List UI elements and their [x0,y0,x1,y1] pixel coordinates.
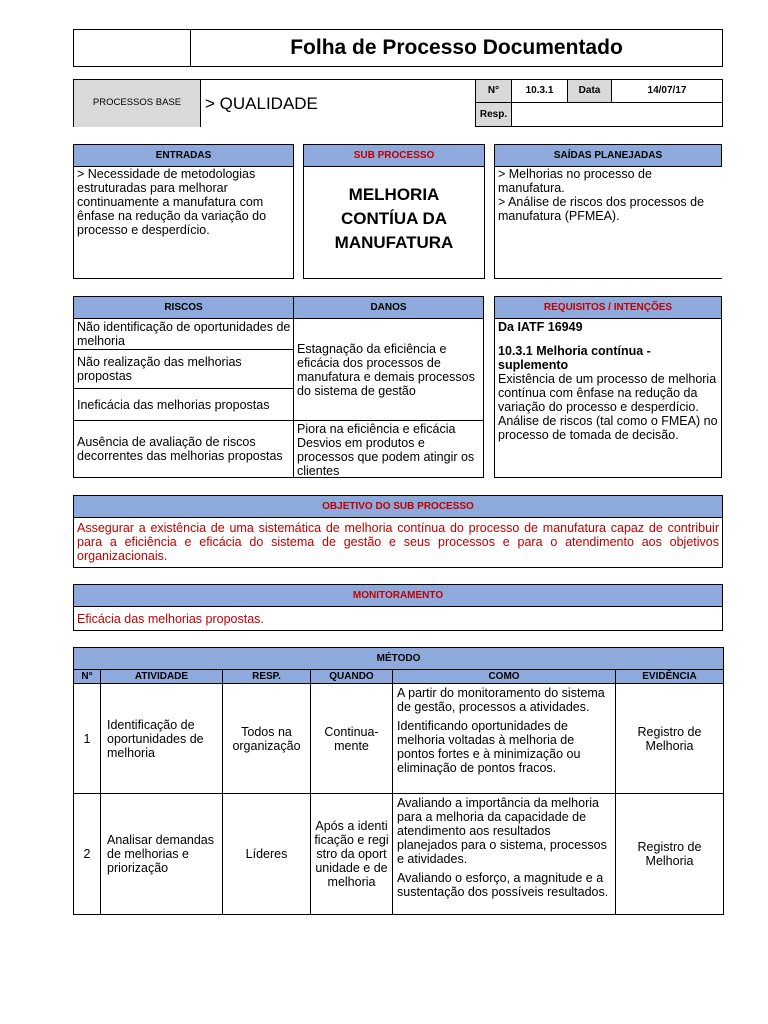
entradas-text: > Necessidade de metodologias estruturadas para melhorar continuamente a manufatura com ênfase na redução da variação do processo e desperdício. [77,167,267,237]
saidas-item-2: > Análise de riscos dos processos de manufatura (PFMEA). [498,195,705,223]
danos-text-2b: Desvios em produtos e processos que podem atingir os clientes [297,436,475,478]
sub-processo-line1: MELHORIA [348,185,440,204]
danos-header: DANOS [294,297,483,319]
row-2-evidencia: Registro de Melhoria [616,794,724,915]
requisitos-content [498,320,720,442]
monitoramento-box [73,584,723,631]
row-2-como-2: Avaliando o esforço, a magnitude e a sustentação dos possíveis resultados. [397,871,609,899]
metodo-section [73,647,723,915]
entradas-header: ENTRADAS [74,145,293,167]
table-row [74,684,724,794]
row-1-quando: Continua-mente [311,684,393,794]
number-label: N° [475,79,512,103]
saidas-text [498,167,720,223]
process-bar [73,79,723,128]
date-value: 14/07/17 [611,79,723,103]
risco-item-2: Não realização das melhorias propostas [77,355,242,383]
page-title: Folha de Processo Documentado [290,36,623,60]
col-header-quando: QUANDO [311,670,393,684]
risco-item-1: Não identificação de oportunidades de melhoria [77,320,291,348]
row-1-resp: Todos na organização [223,684,311,794]
riscos-danos-box [73,296,484,478]
col-header-como: COMO [393,670,616,684]
saidas-box [494,144,722,279]
row-2-resp: Líderes [223,794,311,915]
requisitos-text-1: Existência de um processo de melhoria contínua com ênfase na redução da variação do processo e desperdício. [498,372,717,414]
danos-text-2a: Piora na eficiência e eficácia [297,422,456,436]
risco-item-4: Ausência de avaliação de riscos decorrentes das melhorias propostas [77,435,283,463]
process-base-label: PROCESSOS BASE [73,79,200,127]
row-2-atividade: Analisar demandas de melhorias e priorização [101,794,223,915]
entradas-box [73,144,294,279]
row-1-atividade: Identificação de oportunidades de melhoria [101,684,223,794]
row-1-como-2: Identificando oportunidades de melhoria voltadas à melhoria de pontos fortes e à minimização ou eliminação de pontos fracos. [397,719,581,775]
row-1-como [393,684,616,794]
monitoramento-header: MONITORAMENTO [74,585,722,607]
sub-processo-line3: MANUFATURA [334,233,454,252]
resp-value [511,102,723,127]
metodo-table [73,647,724,915]
table-row [74,794,724,915]
requisitos-box [494,296,722,478]
sub-processo-box [303,144,485,279]
saidas-header: SAÍDAS PLANEJADAS [495,145,722,167]
row-1-evidencia: Registro de Melhoria [616,684,724,794]
requisitos-standard: Da IATF 16949 [498,320,583,334]
row-2-num: 2 [74,794,101,915]
requisitos-clause: 10.3.1 Melhoria contínua - suplemento [498,344,651,372]
sub-processo-line2: CONTÍUA DA [340,209,448,228]
col-header-evidencia: EVIDÊNCIA [616,670,724,684]
objetivo-header: OBJETIVO DO SUB PROCESSO [74,496,722,518]
date-label: Data [567,79,612,103]
sub-processo-title [304,183,484,255]
danos-text-2 [297,422,480,478]
number-value: 10.3.1 [511,79,568,103]
saidas-item-1: > Melhorias no processo de manufatura. [498,167,652,195]
row-1-como-1: A partir do monitoramento do sistema de gestão, processos a atividades. [397,686,605,714]
danos-text-1: Estagnação da eficiência e eficácia dos processos de manufatura e demais processos do sistema de gestão [297,341,475,398]
riscos-header: RISCOS [74,297,294,319]
row-2-como [393,794,616,915]
row-2-como-1: Avaliando a importância da melhoria para a melhoria da capacidade de atendimento aos resultados planejados para o sistema, processos e atividades. [397,796,607,866]
requisitos-text-2: Análise de riscos (tal como o FMEA) no processo de tomada de decisão. [498,414,718,442]
risco-item-3: Ineficácia das melhorias propostas [77,397,270,412]
title-bar [73,29,723,67]
monitoramento-text: Eficácia das melhorias propostas. [77,612,264,626]
col-header-num: N° [74,670,101,684]
process-base-value: > QUALIDADE [200,79,475,127]
metodo-header: MÉTODO [74,648,724,670]
row-2-quando: Após a identificação e registro da oportunidade e de melhoria [311,794,393,915]
objetivo-box [73,495,723,568]
col-header-atividade: ATIVIDADE [101,670,223,684]
objetivo-text: Assegurar a existência de uma sistemática de melhoria contínua do processo de manufatura capaz de contribuir para a eficiência e eficácia do sistema de gestão e seus processos e para o atendimento aos objetivos organizacionais. [77,521,719,563]
sub-processo-header: SUB PROCESSO [304,145,484,167]
requisitos-header: REQUISITOS / INTENÇÕES [495,297,721,319]
title-logo-cell [74,30,191,66]
resp-label: Resp. [475,102,512,127]
col-header-resp: RESP. [223,670,311,684]
riscos-danos-divider [293,319,294,477]
row-1-num: 1 [74,684,101,794]
